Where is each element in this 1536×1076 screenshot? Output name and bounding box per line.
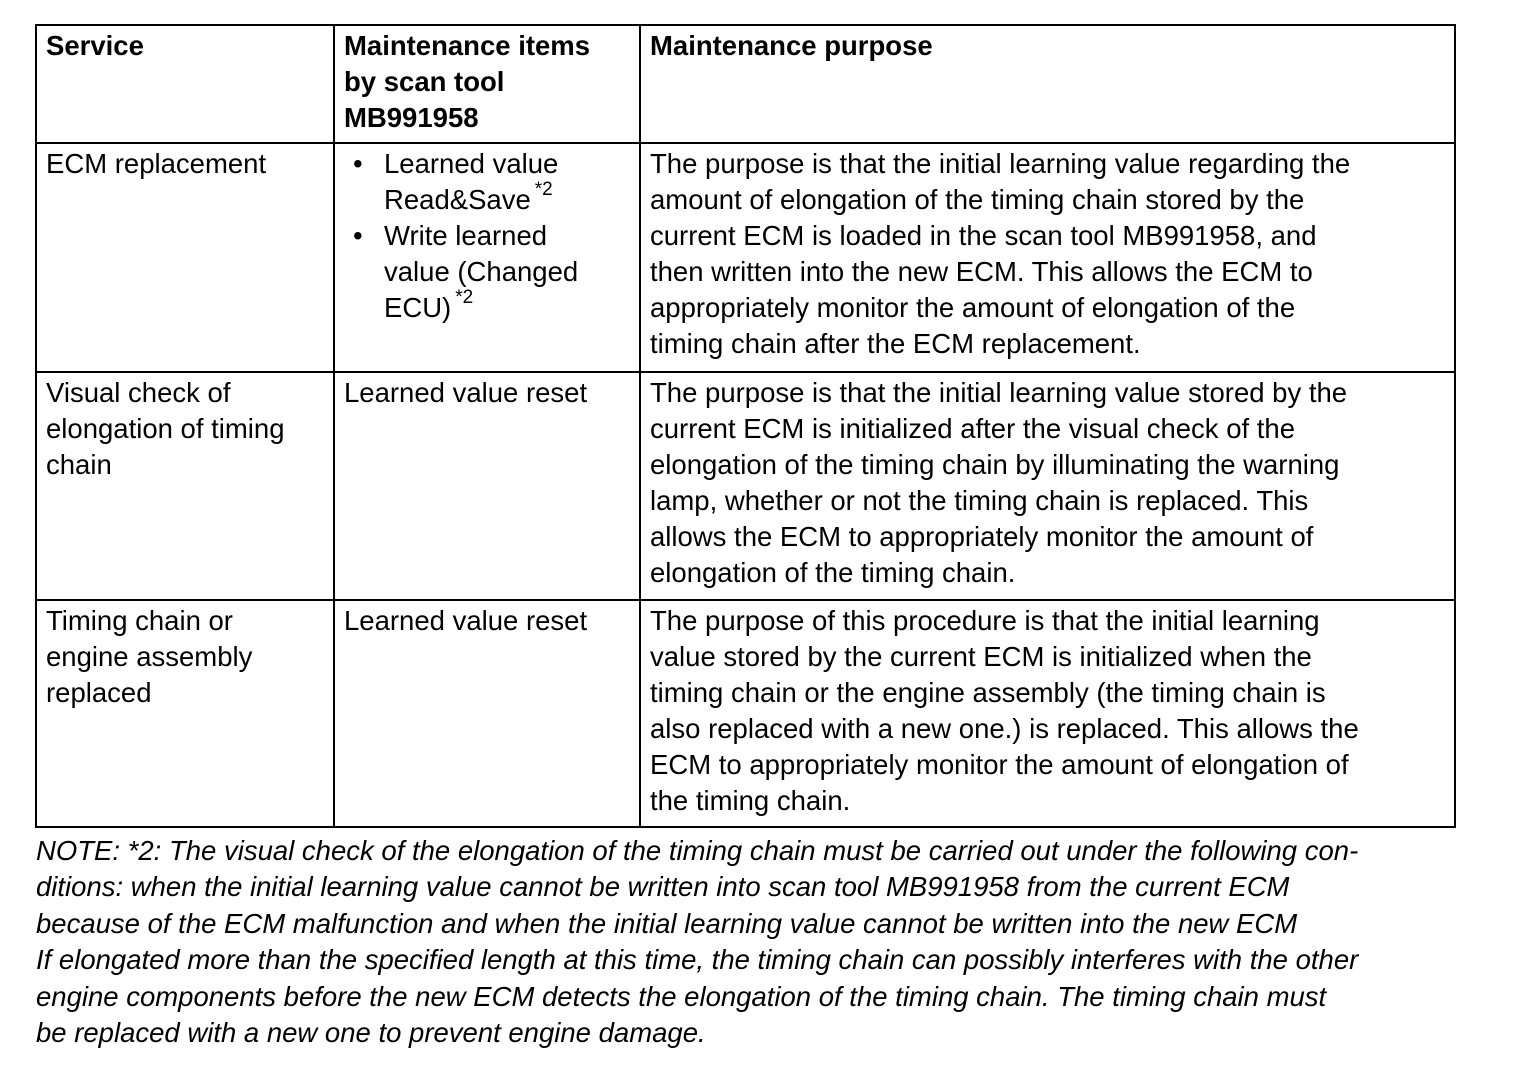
table-row <box>36 600 1455 827</box>
note-line: NOTE: *2: The visual check of the elongation of the timing chain must be carried out under the following con- <box>36 835 1359 866</box>
service-line: ECM replacement <box>46 148 267 179</box>
header-maintenance-purpose <box>640 25 1455 143</box>
purpose-line: timing chain or the engine assembly (the timing chain is <box>650 677 1326 708</box>
header-maintenance-items <box>334 25 640 143</box>
purpose-line: then written into the new ECM. This allows the ECM to <box>650 256 1313 287</box>
purpose-line: the timing chain. <box>650 785 851 816</box>
header-items-line: MB991958 <box>344 102 479 133</box>
footnote-marker: *2 <box>455 286 474 308</box>
purpose-line: current ECM is initialized after the visual check of the <box>650 413 1296 444</box>
list-item <box>344 146 631 218</box>
items-cell <box>334 372 640 600</box>
table-header-row <box>36 25 1455 143</box>
list-item <box>344 218 631 326</box>
purpose-line: value stored by the current ECM is initialized when the <box>650 641 1312 672</box>
purpose-line: current ECM is loaded in the scan tool MB991958, and <box>650 220 1317 251</box>
purpose-line: The purpose is that the initial learning value stored by the <box>650 377 1348 408</box>
note-line: be replaced with a new one to prevent engine damage. <box>36 1017 706 1049</box>
purpose-line: The purpose is that the initial learning value regarding the <box>650 148 1351 179</box>
service-line: engine assembly <box>46 641 253 672</box>
header-service-text: Service <box>46 30 144 61</box>
purpose-line: also replaced with a new one.) is replaced. This allows the <box>650 713 1359 744</box>
item-line: value (Changed <box>384 256 579 287</box>
items-cell <box>334 143 640 372</box>
note-line: ditions: when the initial learning value cannot be written into scan tool MB991958 from the current ECM <box>36 871 1290 903</box>
item-line: ECU) <box>384 292 452 323</box>
item-line: Learned value <box>384 148 559 179</box>
items-cell <box>334 600 640 827</box>
header-service <box>36 25 334 143</box>
note-line: If elongated more than the specified length at this time, the timing chain can possibly interferes with the other <box>36 944 1359 976</box>
purpose-cell <box>640 143 1455 372</box>
header-purpose-text: Maintenance purpose <box>650 30 933 61</box>
purpose-line: The purpose of this procedure is that the initial learning <box>650 605 1320 636</box>
purpose-line: elongation of the timing chain by illuminating the warning <box>650 449 1340 480</box>
service-line: Visual check of <box>46 377 231 408</box>
service-line: Timing chain or <box>46 605 233 636</box>
purpose-line: elongation of the timing chain. <box>650 557 1016 588</box>
purpose-line: lamp, whether or not the timing chain is replaced. This <box>650 485 1309 516</box>
maintenance-table <box>35 24 1456 828</box>
service-line: chain <box>46 449 112 480</box>
header-items-line: Maintenance items <box>344 30 591 61</box>
service-line: replaced <box>46 677 152 708</box>
service-cell <box>36 372 334 600</box>
item-line: Read&Save <box>384 184 531 215</box>
purpose-line: appropriately monitor the amount of elongation of the <box>650 292 1296 323</box>
table-row <box>36 143 1455 372</box>
table-row <box>36 372 1455 600</box>
note-line: because of the ECM malfunction and when the initial learning value cannot be written into the new ECM <box>36 907 1298 939</box>
service-cell <box>36 600 334 827</box>
bullet-icon: • <box>353 148 363 179</box>
bullet-icon: • <box>353 220 363 251</box>
item-line: Write learned <box>384 220 548 251</box>
item-text: Learned value reset <box>344 377 588 408</box>
purpose-cell <box>640 600 1455 827</box>
footnote <box>36 833 1506 1051</box>
purpose-line: amount of elongation of the timing chain stored by the <box>650 184 1305 215</box>
purpose-line: allows the ECM to appropriately monitor the amount of <box>650 521 1314 552</box>
purpose-cell <box>640 372 1455 600</box>
purpose-line: ECM to appropriately monitor the amount of elongation of <box>650 749 1349 780</box>
header-items-line: by scan tool <box>344 66 505 97</box>
note-line: engine components before the new ECM detects the elongation of the timing chain. The timing chain must <box>36 980 1327 1012</box>
service-cell <box>36 143 334 372</box>
purpose-line: timing chain after the ECM replacement. <box>650 328 1141 359</box>
items-list <box>344 146 631 326</box>
item-text: Learned value reset <box>344 605 588 636</box>
service-line: elongation of timing <box>46 413 285 444</box>
footnote-marker: *2 <box>534 178 553 200</box>
